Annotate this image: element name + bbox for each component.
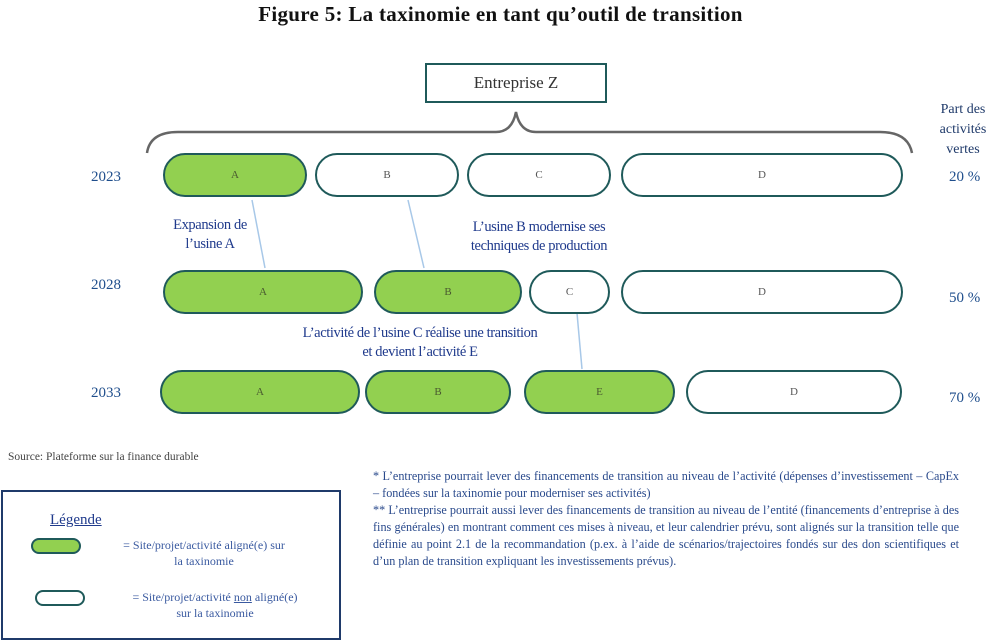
annotation-line: L’activité de l’usine C réalise une transition [302,325,538,341]
green-share-value: 50 % [949,290,981,306]
legend-line: la taxinomie [174,554,234,568]
year-label: 2023 [91,169,121,185]
activity-pill-aligned: A [163,153,307,197]
legend-text-part: = Site/projet/activité [132,590,234,604]
legend-aligned-swatch [31,538,81,554]
year-label: 2033 [91,385,121,401]
activity-pill-aligned: E [524,370,675,414]
arrow-modernise-b [408,200,424,268]
annotation-line: techniques de production [470,238,608,254]
legend-title: Légende [50,512,102,528]
green-share-value: 20 % [949,169,981,185]
legend-aligned-text [89,537,319,569]
activity-pill-not-aligned: D [621,270,903,314]
share-header-line: activités [939,122,987,137]
legend-box [1,490,341,640]
legend-text-emphasis: non [233,590,252,604]
activity-pill-not-aligned: D [686,370,902,414]
activity-pill-not-aligned: D [621,153,903,197]
annotation-modernise-b [434,218,644,256]
legend-line [95,589,335,605]
annotation-line: et devient l’activité E [362,344,478,360]
brace-icon [147,112,912,153]
footnote-1: * L’entreprise pourrait lever des financements de transition au niveau de l’activité (dépenses d’investissement – CapEx – fondées sur la taxinomie pour moderniser ses activités) [373,469,959,500]
share-header-line: vertes [946,142,980,157]
footnotes [373,468,959,570]
activity-pill-aligned: A [163,270,363,314]
legend-text-part: aligné(e) [251,590,298,604]
annotation-line: L’usine B modernise ses [472,219,606,235]
activity-pill-not-aligned: C [467,153,611,197]
annotation-transition-c [240,324,600,362]
year-label: 2028 [91,277,121,293]
share-header [925,100,1001,160]
entity-box: Entreprise Z [425,63,607,103]
footnote-2: ** L’entreprise pourrait aussi lever des financements de transition au niveau de l’entité (financements d’entreprise à des fins générales) en montrant comment ces mises à niveau, et leur calendrier prévu, sont alignés sur la transition telle que définie au point 2.1 de la recommandation (p.ex. à l’aide de scénarios/trajectoires fondés sur des don scientifiques et d’un plan de transition expliquant les investissements prévus). [373,503,959,568]
legend-not-aligned-swatch [35,590,85,606]
activity-pill-aligned: B [374,270,522,314]
figure-title: Figure 5: La taxinomie en tant qu’outil de transition [258,2,743,26]
annotation-line: Expansion de [173,217,247,233]
activity-pill-aligned: B [365,370,511,414]
share-header-line: Part des [940,102,986,117]
legend-line: = Site/projet/activité aligné(e) sur [123,538,285,552]
activity-pill-not-aligned: C [529,270,610,314]
annotation-line: l’usine A [185,236,235,252]
green-share-value: 70 % [949,390,981,406]
activity-pill-aligned: A [160,370,360,414]
source-note: Source: Plateforme sur la finance durable [8,451,199,463]
annotation-expansion-a [150,216,270,254]
legend-not-aligned-text [95,589,335,621]
legend-line: sur la taxinomie [176,606,254,620]
activity-pill-not-aligned: B [315,153,459,197]
